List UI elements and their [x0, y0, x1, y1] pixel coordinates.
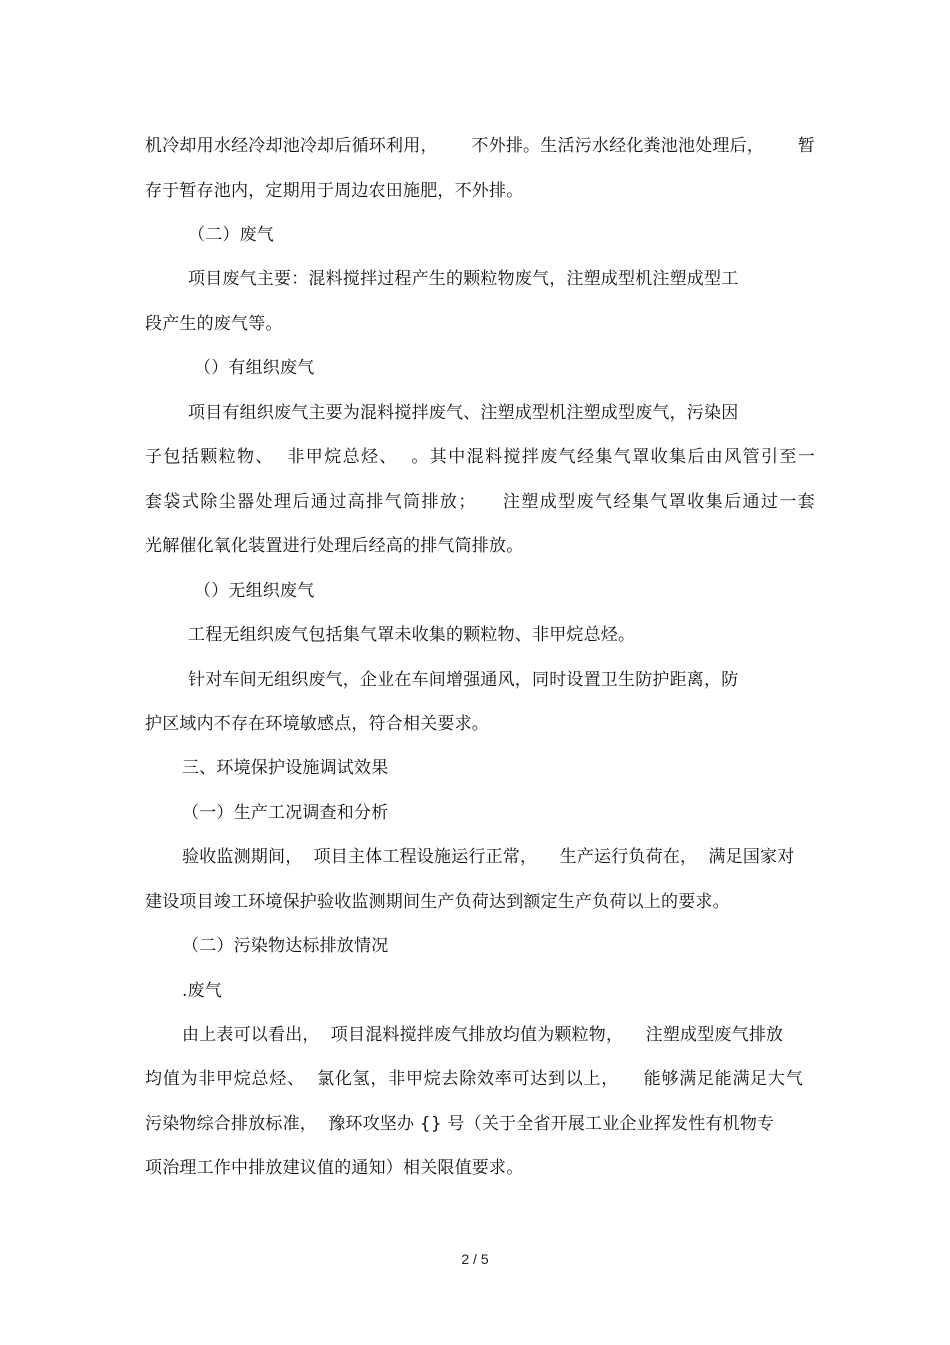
subsection-heading: .废气	[182, 981, 223, 1001]
paragraph-line: 机冷却用水经冷却池冷却后循环利用， 不外排。生活污水经化粪池池处理后， 暂	[145, 136, 815, 156]
paragraph-line: 套袋式除尘器处理后通过高排气筒排放； 注塑成型废气经集气罩收集后通过一套	[145, 492, 815, 512]
paragraph-line: 子包括颗粒物、 非甲烷总烃、 。其中混料搅拌废气经集气罩收集后由风管引至一	[145, 447, 815, 467]
paragraph-line: 工程无组织废气包括集气罩未收集的颗粒物、非甲烷总烃。	[188, 625, 636, 645]
paragraph-line: 护区域内不存在环境敏感点，符合相关要求。	[145, 714, 489, 734]
paragraph-line: 项目废气主要：混料搅拌过程产生的颗粒物废气，注塑成型机注塑成型工	[188, 269, 739, 289]
paragraph-line: 存于暂存池内，定期用于周边农田施肥，不外排。	[145, 181, 524, 201]
section-heading: （二）污染物达标排放情况	[182, 936, 389, 956]
subsection-heading: （）无组织废气	[194, 581, 315, 601]
paragraph-line: 由上表可以看出， 项目混料搅拌废气排放均值为颗粒物， 注塑成型废气排放	[182, 1025, 784, 1045]
subsection-heading: （）有组织废气	[194, 358, 315, 378]
paragraph-line: 段产生的废气等。	[145, 314, 283, 334]
page-number: 2 / 5	[461, 1251, 489, 1267]
paragraph-line: 项目有组织废气主要为混料搅拌废气、注塑成型机注塑成型废气，污染因	[188, 403, 739, 423]
paragraph-line: 验收监测期间， 项目主体工程设施运行正常， 生产运行负荷在， 满足国家对	[182, 847, 795, 867]
paragraph-line: 污染物综合排放标准， 豫环攻坚办 {} 号（关于全省开展工业企业挥发性有机物专	[145, 1114, 775, 1134]
paragraph-line: 均值为非甲烷总烃、 氯化氢，非甲烷去除效率可达到以上， 能够满足能满足大气	[145, 1069, 803, 1089]
paragraph-line: 针对车间无组织废气，企业在车间增强通风，同时设置卫生防护距离，防	[188, 670, 739, 690]
section-heading: （二）废气	[188, 225, 274, 245]
paragraph-line: 建设项目竣工环境保护验收监测期间生产负荷达到额定生产负荷以上的要求。	[145, 892, 730, 912]
paragraph-line: 光解催化氧化装置进行处理后经高的排气筒排放。	[145, 536, 524, 556]
chapter-heading: 三、环境保护设施调试效果	[182, 758, 389, 778]
section-heading: （一）生产工况调查和分析	[182, 803, 389, 823]
paragraph-line: 项治理工作中排放建议值的通知）相关限值要求。	[145, 1158, 524, 1178]
